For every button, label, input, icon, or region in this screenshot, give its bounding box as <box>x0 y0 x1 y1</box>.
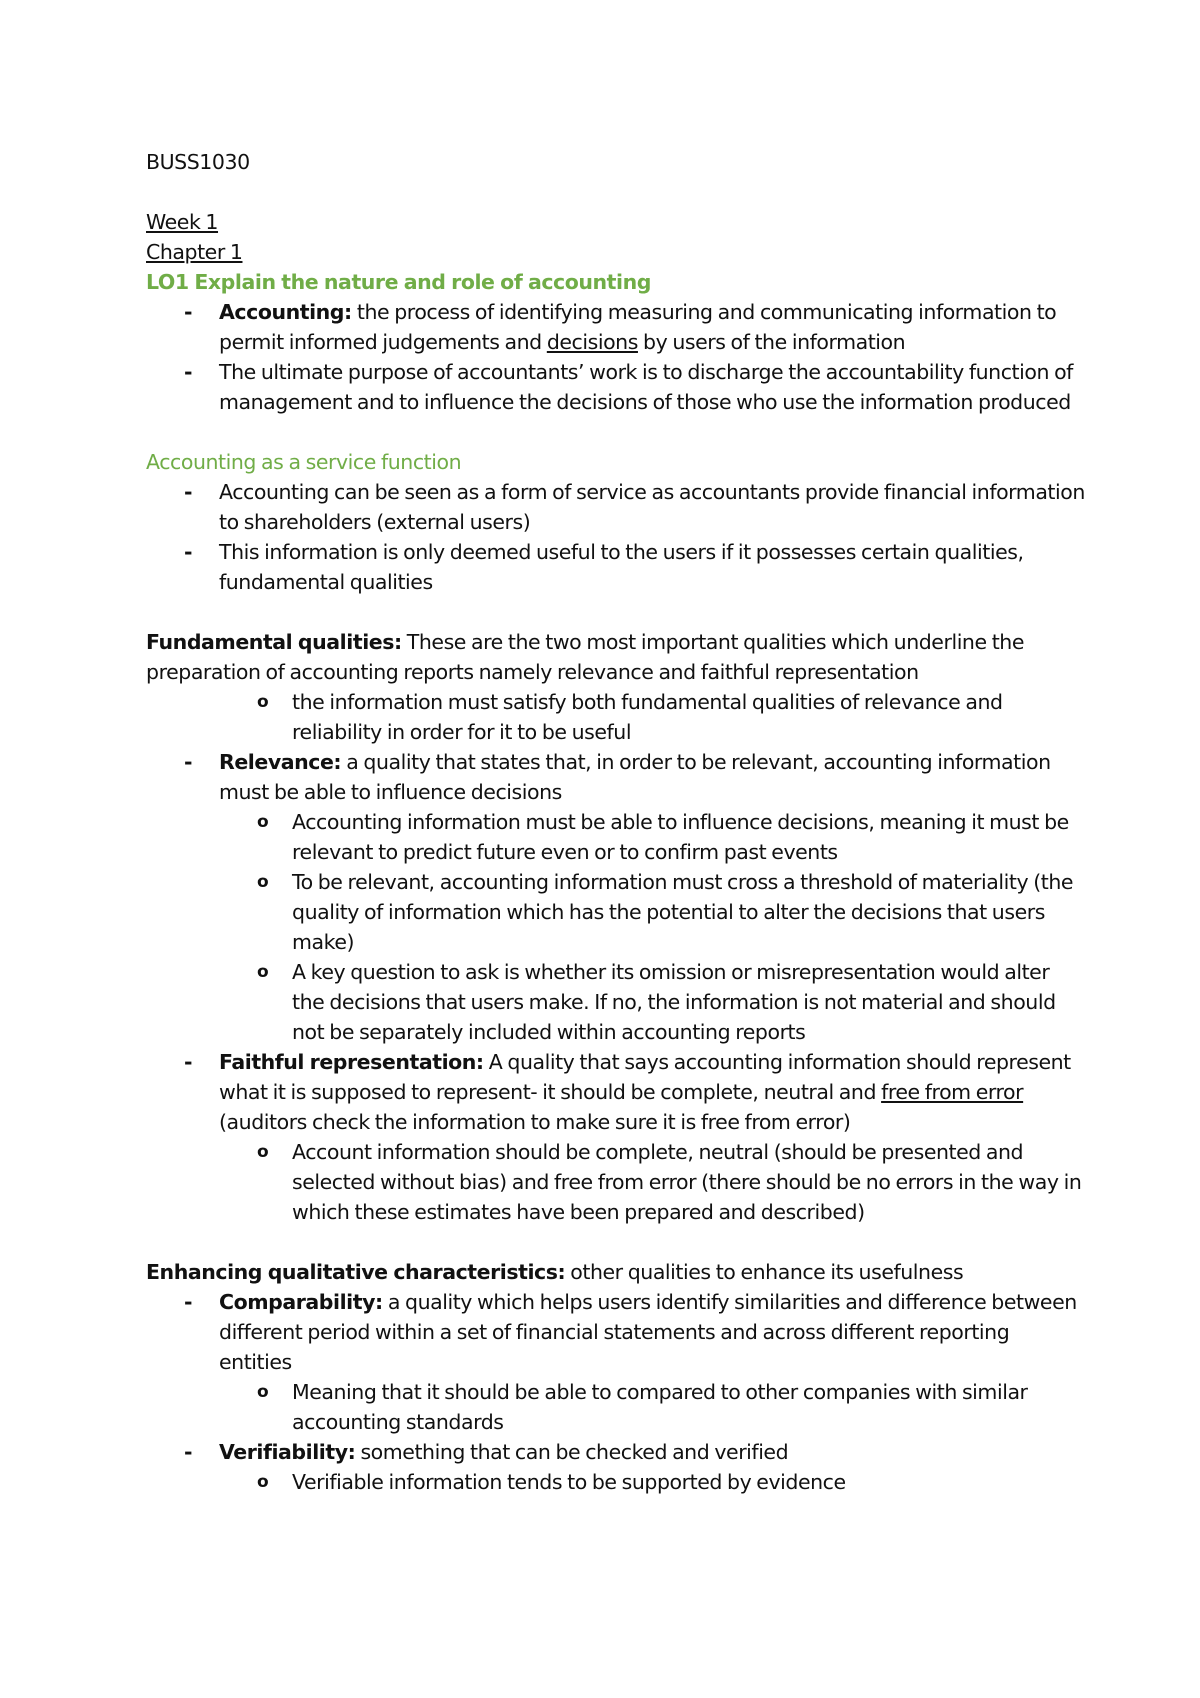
list-item <box>146 477 1086 537</box>
chapter-title: Chapter 1 <box>146 240 243 264</box>
term: Comparability: <box>219 1290 383 1314</box>
circle-bullet: o <box>257 872 269 892</box>
dash-bullet: - <box>184 1050 193 1074</box>
circle-bullet: o <box>257 962 269 982</box>
paragraph: Enhancing qualitative characteristics: other qualities to enhance its usefulness <box>146 1260 964 1284</box>
dash-bullet: - <box>184 1440 193 1464</box>
list-item <box>146 1287 1086 1377</box>
circle-bullet: o <box>257 1472 269 1492</box>
document-page <box>146 147 1086 1497</box>
list-item <box>146 957 1086 1047</box>
bullet-text: This information is only deemed useful to the users if it possesses certain qualities, fundamental qualities <box>219 540 1024 594</box>
bullet-text: The ultimate purpose of accountants’ work is to discharge the accountability function of management and to influence the decisions of those who use the information produced <box>219 360 1073 414</box>
underlined-text: decisions <box>546 330 638 354</box>
list-item <box>146 1437 1086 1467</box>
list-item <box>146 357 1086 417</box>
dash-bullet: - <box>184 750 193 774</box>
paragraph: Fundamental qualities: These are the two most important qualities which underline the preparation of accounting reports namely relevance and faithful representation <box>146 630 1024 684</box>
term: Accounting: <box>219 300 352 324</box>
dash-bullet: - <box>184 360 193 384</box>
bullet-text: To be relevant, accounting information must cross a threshold of materiality (the quality of information which has the potential to alter the decisions that users make) <box>292 870 1074 954</box>
list-item <box>146 807 1086 867</box>
spacer <box>146 1227 1086 1257</box>
term: Enhancing qualitative characteristics: <box>146 1260 566 1284</box>
bullet-text: Accounting can be seen as a form of service as accountants provide financial information to shareholders (external users) <box>219 480 1085 534</box>
week-title: Week 1 <box>146 210 219 234</box>
list-item <box>146 687 1086 747</box>
circle-bullet: o <box>257 1142 269 1162</box>
list-item <box>146 1467 1086 1497</box>
list-item <box>146 1047 1086 1137</box>
list-item <box>146 537 1086 597</box>
bullet-text: Comparability: a quality which helps users identify similarities and difference between different period within a set of financial statements and across different reporting entities <box>219 1290 1077 1374</box>
bullet-text: Accounting information must be able to influence decisions, meaning it must be relevant to predict future even or to confirm past events <box>292 810 1069 864</box>
circle-bullet: o <box>257 1382 269 1402</box>
bullet-text: Account information should be complete, neutral (should be presented and selected without bias) and free from error (there should be no errors in the way in which these estimates have been prepared and described) <box>292 1140 1082 1224</box>
course-code: BUSS1030 <box>146 150 250 174</box>
list-item <box>146 1377 1086 1437</box>
dash-bullet: - <box>184 1290 193 1314</box>
circle-bullet: o <box>257 812 269 832</box>
spacer <box>146 417 1086 447</box>
term: Fundamental qualities: <box>146 630 402 654</box>
bullet-text: Faithful representation: A quality that says accounting information should represent what it is supposed to represent- it should be complete, neutral and free from error (auditors check the information to make sure it is free from error) <box>219 1050 1071 1134</box>
underlined-text: free from error <box>881 1080 1024 1104</box>
list-item <box>146 1137 1086 1227</box>
dash-bullet: - <box>184 480 193 504</box>
circle-bullet: o <box>257 692 269 712</box>
term: Verifiability: <box>219 1440 356 1464</box>
list-item <box>146 747 1086 807</box>
lo1-heading: LO1 Explain the nature and role of accounting <box>146 270 651 294</box>
dash-bullet: - <box>184 300 193 324</box>
bullet-text: Verifiable information tends to be supported by evidence <box>292 1470 846 1494</box>
bullet-text: the information must satisfy both fundamental qualities of relevance and reliability in order for it to be useful <box>292 690 1003 744</box>
bullet-text: Meaning that it should be able to compared to other companies with similar accounting standards <box>292 1380 1028 1434</box>
bullet-text: Verifiability: something that can be checked and verified <box>219 1440 789 1464</box>
list-item <box>146 867 1086 957</box>
spacer <box>146 177 1086 207</box>
spacer <box>146 597 1086 627</box>
service-heading: Accounting as a service function <box>146 450 462 474</box>
bullet-text: A key question to ask is whether its omission or misrepresentation would alter the decisions that users make. If no, the information is not material and should not be separately included within accounting reports <box>292 960 1056 1044</box>
dash-bullet: - <box>184 540 193 564</box>
bullet-text: Relevance: a quality that states that, in order to be relevant, accounting information must be able to influence decisions <box>219 750 1051 804</box>
list-item <box>146 297 1086 357</box>
term: Faithful representation: <box>219 1050 484 1074</box>
term: Relevance: <box>219 750 342 774</box>
bullet-text: Accounting: the process of identifying measuring and communicating information to permit informed judgements and decisions by users of the information <box>219 300 1057 354</box>
